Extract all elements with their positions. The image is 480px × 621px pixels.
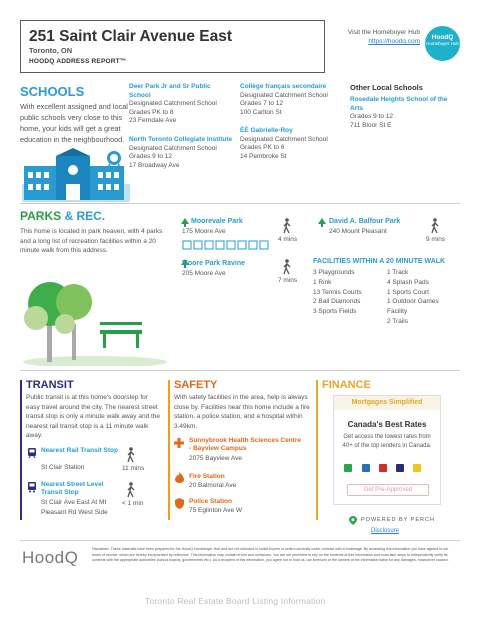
award-ribbon-icon bbox=[104, 150, 124, 172]
park-address: 175 Moore Ave bbox=[182, 228, 226, 235]
bus-icon bbox=[27, 482, 37, 493]
best-rates-heading: Canada's Best Rates bbox=[347, 420, 427, 429]
facility-item: 3 Sports Fields bbox=[313, 308, 357, 316]
park-address: 205 Moore Ave bbox=[182, 270, 226, 277]
transit-accent-bar bbox=[20, 380, 22, 520]
hospital-cross-icon bbox=[174, 438, 184, 448]
police-badge-icon bbox=[175, 498, 184, 509]
get-pre-approved-button[interactable]: Get Pre-Approved bbox=[347, 484, 429, 496]
facility-item: 13 Tennis Courts bbox=[313, 288, 362, 296]
safety-description: With safety facilities in the area, help is always close by. Facilities near this home include a fire station, a police station, and a hospital within 3.49km. bbox=[174, 394, 310, 430]
walk-time: 7 mins bbox=[278, 277, 298, 284]
parks-description: This home is located in park heaven, with 4 parks and a long list of recreation facilities within a 20 minute walk from this address. bbox=[20, 228, 163, 254]
walk-time: 9 mins bbox=[426, 236, 446, 243]
rail-stop-detail: St Clair Station bbox=[41, 464, 85, 471]
facility-item: 4 Splash Pads bbox=[387, 278, 429, 286]
school-grades: Grades 9 to 12 bbox=[129, 153, 172, 161]
best-rates-description: Get access the lowest rates from 40+ of the top lenders in Canada. bbox=[342, 434, 432, 449]
footer-logo: HoodQ bbox=[22, 548, 79, 567]
school-name[interactable]: ÉÉ Gabrielle-Roy bbox=[240, 127, 293, 134]
transit-description: Public transit is at this home's doorstep for easy travel around the city. The nearest street transit stop is only a minute walk away and the nearest rail transit stop is a 11 minute walk away. bbox=[26, 394, 161, 440]
disclaimer-text: Disclaimer: These materials have been prepared for the HoodQ Homebuyer Hub and are not intended to solicit buyers or sellers currently under contract with a brokerage. By accessing this information you have agreed to our terms of service, which are hereby incorporated by reference. This information may contain errors and omissions. You are not permitted to rely on the contents of this information and must take steps to independently verify its contents with the appropriate authorities (school boards, governments etc.). As a recipient of this information, you agree not to hold us, our licensors or the owners of the information liable for any damages, howsoever caused. bbox=[92, 547, 449, 563]
logo-name: HoodQ bbox=[431, 34, 454, 41]
school-type: Designated Catchment School bbox=[129, 100, 217, 108]
rail-stop-title: Nearest Rail Transit Stop bbox=[41, 447, 118, 454]
city-label: Toronto, ON bbox=[29, 46, 73, 55]
park-name[interactable]: Moore Park Ravine bbox=[182, 260, 246, 267]
school-name[interactable]: Collège français secondaire bbox=[240, 83, 327, 90]
footer-divider bbox=[20, 540, 460, 541]
school-card bbox=[240, 127, 345, 161]
facility-item: 1 Outdoor Games Facility bbox=[387, 298, 439, 316]
other-schools-title: Other Local Schools bbox=[350, 83, 423, 92]
mortgage-card-header: Mortgages Simplified bbox=[334, 396, 440, 410]
bank-logo-icon bbox=[344, 464, 352, 472]
safety-item-name: Police Station bbox=[189, 498, 232, 505]
park-address: 240 Mount Pleasant bbox=[329, 228, 387, 235]
facility-item: 1 Sports Court bbox=[387, 288, 429, 296]
schools-description: With excellent assigned and local public schools very close to this home, your kids will get a great education in the neighbourhood. bbox=[20, 102, 128, 144]
transit-title: TRANSIT bbox=[26, 379, 74, 391]
school-name[interactable]: North Toronto Collegiate Institute bbox=[129, 136, 233, 143]
rail-walk-time: 11 mins bbox=[122, 465, 145, 472]
school-address: 17 Broadway Ave bbox=[129, 161, 180, 169]
walking-person-icon bbox=[430, 218, 440, 234]
walking-person-icon bbox=[126, 482, 136, 498]
school-card bbox=[129, 136, 234, 170]
safety-title: SAFETY bbox=[174, 379, 218, 391]
school-type: Designated Catchment School bbox=[129, 144, 217, 152]
school-grades: Grades PK to 6 bbox=[240, 144, 285, 152]
address-title: 251 Saint Clair Avenue East bbox=[29, 28, 233, 45]
bank-logo-icon bbox=[413, 464, 421, 472]
street-walk-time: < 1 min bbox=[122, 500, 144, 507]
section-divider bbox=[20, 203, 460, 204]
safety-item-name: Fire Station bbox=[189, 473, 225, 480]
disclosure-link[interactable]: Disclosure bbox=[371, 528, 400, 534]
amenity-icons-row bbox=[182, 240, 270, 250]
school-address: 14 Pembroke St bbox=[240, 152, 287, 160]
safety-item-address: 2075 Bayview Ave bbox=[189, 455, 242, 462]
walking-person-icon bbox=[282, 259, 292, 275]
facility-item: 1 Rink bbox=[313, 278, 332, 286]
school-name[interactable]: Rosedale Heights School of the Arts bbox=[350, 96, 448, 112]
school-type: Designated Catchment School bbox=[240, 91, 328, 99]
facility-item: 2 Ball Diamonds bbox=[313, 298, 361, 306]
walking-person-icon bbox=[282, 218, 292, 234]
report-title: HOODQ ADDRESS REPORT™ bbox=[29, 58, 127, 65]
walking-person-icon bbox=[126, 447, 136, 463]
parks-title bbox=[20, 209, 105, 223]
facility-item: 2 Trails bbox=[387, 317, 408, 325]
school-grades: Grades 7 to 12 bbox=[240, 100, 283, 108]
facilities-list-right bbox=[387, 268, 459, 327]
school-card bbox=[129, 83, 234, 126]
school-grades: Grades PK to 8 bbox=[129, 108, 174, 116]
school-address: 711 Bloor St E bbox=[350, 121, 392, 129]
hub-link[interactable]: https://hoodq.com bbox=[368, 38, 420, 45]
park-trees-illustration bbox=[20, 262, 175, 366]
school-type: Designated Catchment School bbox=[240, 135, 328, 143]
street-stop-title: Nearest Street Level Transit Stop bbox=[41, 481, 104, 496]
facilities-list-left bbox=[313, 268, 383, 317]
fire-icon bbox=[175, 472, 184, 483]
tree-icon bbox=[181, 218, 189, 227]
safety-item-address: 75 Eglinton Ave W bbox=[189, 507, 242, 514]
safety-item-address: 20 Balmoral Ave bbox=[189, 482, 237, 489]
safety-accent-bar bbox=[168, 380, 170, 520]
bank-logo-icon bbox=[379, 464, 387, 472]
school-name[interactable]: Deer Park Jr and Sr Public School bbox=[129, 83, 211, 99]
street-stop-detail: St Clair Ave East At Mt Pleasant Rd West Side bbox=[41, 499, 108, 516]
location-pin-icon bbox=[349, 516, 357, 525]
hoodq-logo[interactable] bbox=[425, 26, 460, 61]
park-amenity-icons bbox=[182, 237, 270, 247]
safety-item-name: Sunnybrook Health Sciences Centre - Bayview Campus bbox=[189, 437, 301, 452]
listing-watermark: Toronto Real Estate Board Listing Information bbox=[145, 596, 326, 606]
facility-item: 3 Playgrounds bbox=[313, 269, 355, 276]
tree-icon bbox=[318, 218, 326, 227]
walk-time: 4 mins bbox=[278, 236, 298, 243]
section-divider bbox=[20, 370, 460, 371]
hub-text: Visit the Homebuyer Hub bbox=[347, 29, 420, 36]
school-grades: Grades 9 to 12 bbox=[350, 113, 393, 121]
powered-by-perch: POWERED BY PERCH bbox=[361, 517, 435, 523]
school-card bbox=[240, 83, 345, 117]
finance-accent-bar bbox=[316, 380, 318, 520]
parks-title-rec: & REC. bbox=[61, 209, 106, 223]
finance-title: FINANCE bbox=[322, 379, 371, 391]
facility-item: 1 Track bbox=[387, 269, 409, 276]
train-icon bbox=[27, 448, 37, 459]
school-address: 23 Ferndale Ave bbox=[129, 117, 177, 125]
park-name[interactable]: Moorevale Park bbox=[191, 218, 243, 225]
facilities-title: FACILITIES WITHIN A 20 MINUTE WALK bbox=[313, 258, 446, 265]
school-address: 100 Carlton St bbox=[240, 108, 282, 116]
schools-title: SCHOOLS bbox=[20, 84, 85, 99]
park-name[interactable]: David A. Balfour Park bbox=[329, 218, 401, 225]
parks-title-main: PARKS bbox=[20, 209, 62, 223]
hub-promo bbox=[330, 28, 420, 46]
bank-logo-icon bbox=[362, 464, 370, 472]
address-header bbox=[20, 20, 325, 73]
mortgage-card bbox=[333, 395, 441, 505]
logo-sub: Homebuyer Hub bbox=[426, 41, 459, 46]
bank-logo-icon bbox=[396, 464, 404, 472]
school-card bbox=[350, 96, 450, 130]
